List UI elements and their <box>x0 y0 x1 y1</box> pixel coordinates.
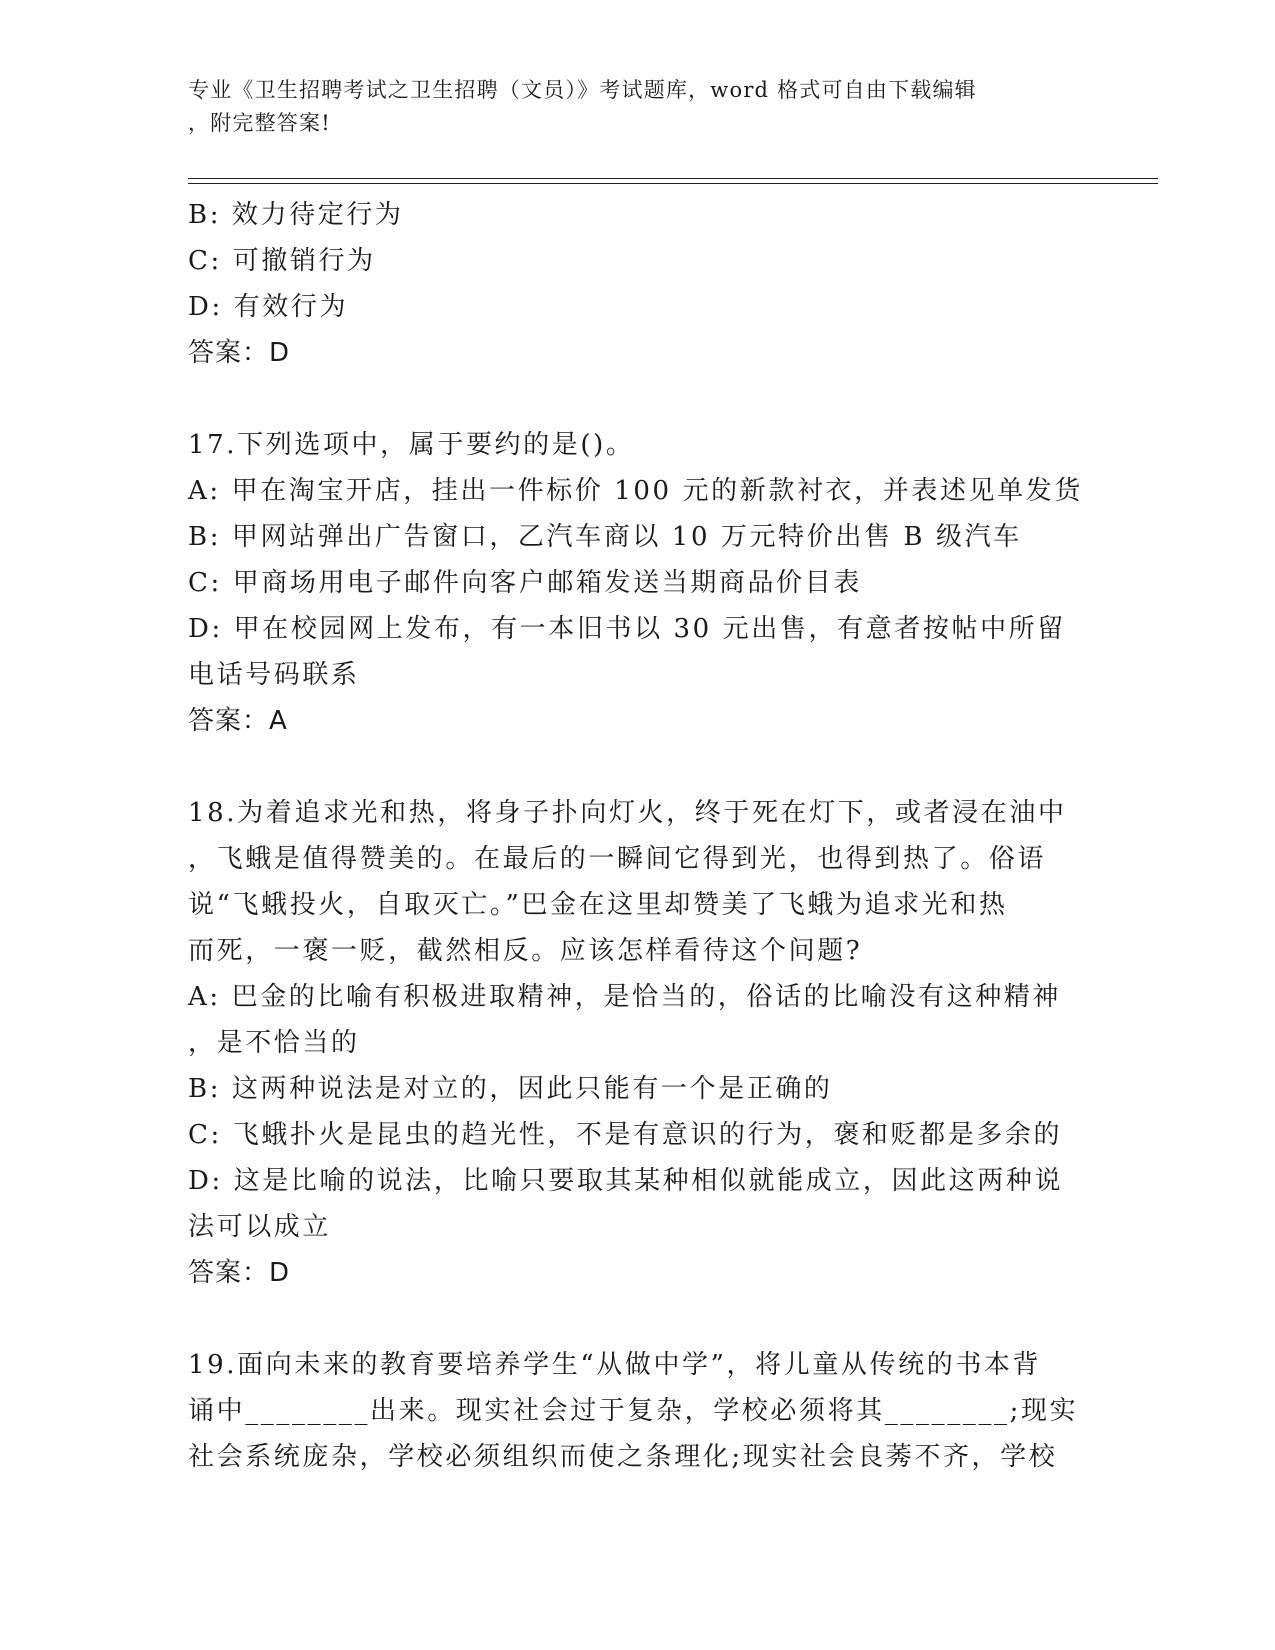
answer: 答案：D <box>188 338 291 368</box>
question-17 <box>188 422 1083 744</box>
question-stem-line-2: ，飞蛾是值得赞美的。在最后的一瞬间它得到光，也得到热了。俗语 <box>188 844 1047 874</box>
header-line-2: ，附完整答案! <box>188 111 331 135</box>
option-c: C: 飞蛾扑火是昆虫的趋光性，不是有意识的行为，褒和贬都是多余的 <box>188 1120 1063 1150</box>
spacer <box>188 1296 1068 1342</box>
answer: 答案：D <box>188 1258 291 1288</box>
option-c: C: 可撤销行为 <box>188 246 376 276</box>
question-stem: 17.下列选项中，属于要约的是()。 <box>188 430 635 460</box>
option-c: C: 甲商场用电子邮件向客户邮箱发送当期商品价目表 <box>188 568 862 598</box>
option-d-line-1: D: 甲在校园网上发布，有一本旧书以 30 元出售，有意者按帖中所留 <box>188 614 1066 644</box>
question-content <box>188 192 1083 1480</box>
question-16 <box>188 192 1068 376</box>
option-d: D: 有效行为 <box>188 292 349 322</box>
header-line-1: 专业《卫生招聘考试之卫生招聘（文员）》考试题库，word 格式可自由下载编辑 <box>188 78 977 102</box>
question-stem-line-3: 说“飞蛾投火，自取灭亡。”巴金在这里却赞美了飞蛾为追求光和热 <box>188 890 1008 920</box>
spacer <box>188 744 1068 790</box>
page-header <box>188 74 1068 140</box>
option-b: B: 甲网站弹出广告窗口，乙汽车商以 10 万元特价出售 B 级汽车 <box>188 522 1022 552</box>
option-b: B: 这两种说法是对立的，因此只能有一个是正确的 <box>188 1074 833 1104</box>
option-a-line-2: ，是不恰当的 <box>188 1028 360 1058</box>
question-stem-line-1: 18.为着追求光和热，将身子扑向灯火，终于死在灯下，或者浸在油中 <box>188 798 1067 828</box>
question-18 <box>188 790 1068 1296</box>
option-d-line-2: 电话号码联系 <box>188 660 360 690</box>
option-a: A: 甲在淘宝开店，挂出一件标价 100 元的新款衬衣，并表述见单发货 <box>188 476 1083 506</box>
option-d-line-1: D: 这是比喻的说法，比喻只要取其某种相似就能成立，因此这两种说 <box>188 1166 1064 1196</box>
question-stem-line-4: 而死，一褒一贬，截然相反。应该怎样看待这个问题? <box>188 936 863 966</box>
option-b: B: 效力待定行为 <box>188 200 404 230</box>
answer: 答案：A <box>188 706 288 736</box>
option-a-line-1: A: 巴金的比喻有积极进取精神，是恰当的，俗话的比喻没有这种精神 <box>188 982 1062 1012</box>
header-rule-top <box>188 178 1158 179</box>
question-stem-line-1: 19.面向未来的教育要培养学生“从做中学”，将儿童从传统的书本背 <box>188 1350 1042 1380</box>
question-stem-line-2: 诵中________出来。现实社会过于复杂，学校必须将其________;现实 <box>188 1396 1079 1426</box>
header-rule-bottom <box>188 183 1158 184</box>
question-stem-line-3: 社会系统庞杂，学校必须组织而使之条理化;现实社会良莠不齐，学校 <box>188 1442 1058 1472</box>
spacer <box>188 376 1068 422</box>
question-19 <box>188 1342 1079 1480</box>
option-d-line-2: 法可以成立 <box>188 1212 332 1242</box>
